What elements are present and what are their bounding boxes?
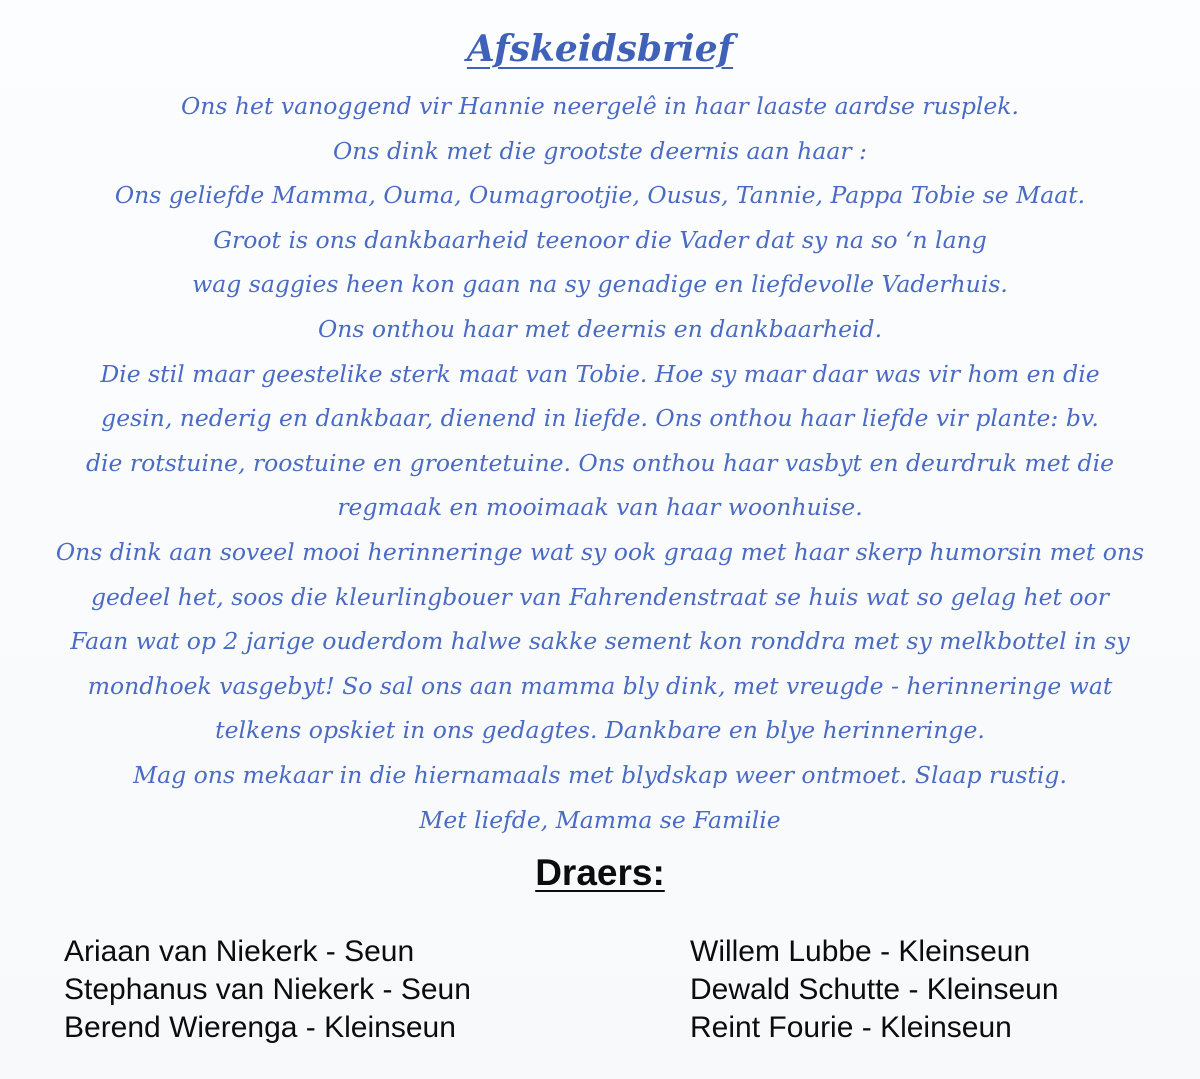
letter-line: mondhoek vasgebyt! So sal ons aan mamma bly dink, met vreugde - herinneringe wat (87, 671, 1113, 700)
letter-line: die rotstuine, roostuine en groentetuine. Ons onthou haar vasbyt en deurdruk met die (85, 448, 1114, 477)
bearer-name: Berend Wierenga - Kleinseun (64, 1011, 456, 1044)
bearers-right-column (690, 933, 1059, 1047)
letter-title: Afskeidsbrief (466, 28, 734, 70)
letter-line: telkens opskiet in ons gedagtes. Dankbare en blye herinneringe. (215, 716, 985, 745)
bearer-name: Dewald Schutte - Kleinseun (690, 973, 1059, 1006)
bearer-name: Stephanus van Niekerk - Seun (64, 973, 471, 1006)
letter-line: gedeel het, soos die kleurlingbouer van Fahrendenstraat se huis wat so gelag het oor (91, 582, 1109, 611)
bearer-name: Reint Fourie - Kleinseun (690, 1011, 1012, 1044)
letter-body (20, 84, 1180, 842)
letter-line: Die stil maar geestelike sterk maat van Tobie. Hoe sy maar daar was vir hom en die (100, 359, 1100, 388)
bearers-left-column (64, 933, 471, 1047)
letter-line: Ons onthou haar met deernis en dankbaarheid. (317, 314, 883, 343)
letter-line: Ons dink aan soveel mooi herinneringe wat sy ook graag met haar skerp humorsin met ons (55, 537, 1145, 566)
letter-line: Ons dink met die grootste deernis aan haar : (333, 136, 867, 165)
draers-heading: Draers: (535, 852, 665, 893)
letter-line: Faan wat op 2 jarige ouderdom halwe sakke sement kon ronddra met sy melkbottel in sy (70, 627, 1130, 656)
letter-line: Groot is ons dankbaarheid teenoor die Vader dat sy na so ‘n lang (213, 225, 987, 254)
letter-line: Mag ons mekaar in die hiernamaals met blydskap weer ontmoet. Slaap rustig. (133, 760, 1067, 789)
letter-line: Ons geliefde Mamma, Ouma, Oumagrootjie, Ousus, Tannie, Pappa Tobie se Maat. (114, 181, 1086, 210)
letter-line: wag saggies heen kon gaan na sy genadige en liefdevolle Vaderhuis. (192, 270, 1008, 299)
letter-line: gesin, nederig en dankbaar, dienend in liefde. Ons onthou haar liefde vir plante: bv. (101, 404, 1099, 433)
bearer-name: Willem Lubbe - Kleinseun (690, 935, 1031, 968)
letter-line: Ons het vanoggend vir Hannie neergelê in haar laaste aardse rusplek. (180, 92, 1020, 120)
letter-line: regmaak en mooimaak van haar woonhuise. (337, 493, 863, 522)
letter-signoff: Met liefde, Mamma se Familie (419, 805, 781, 834)
bearer-name: Ariaan van Niekerk - Seun (64, 935, 415, 968)
